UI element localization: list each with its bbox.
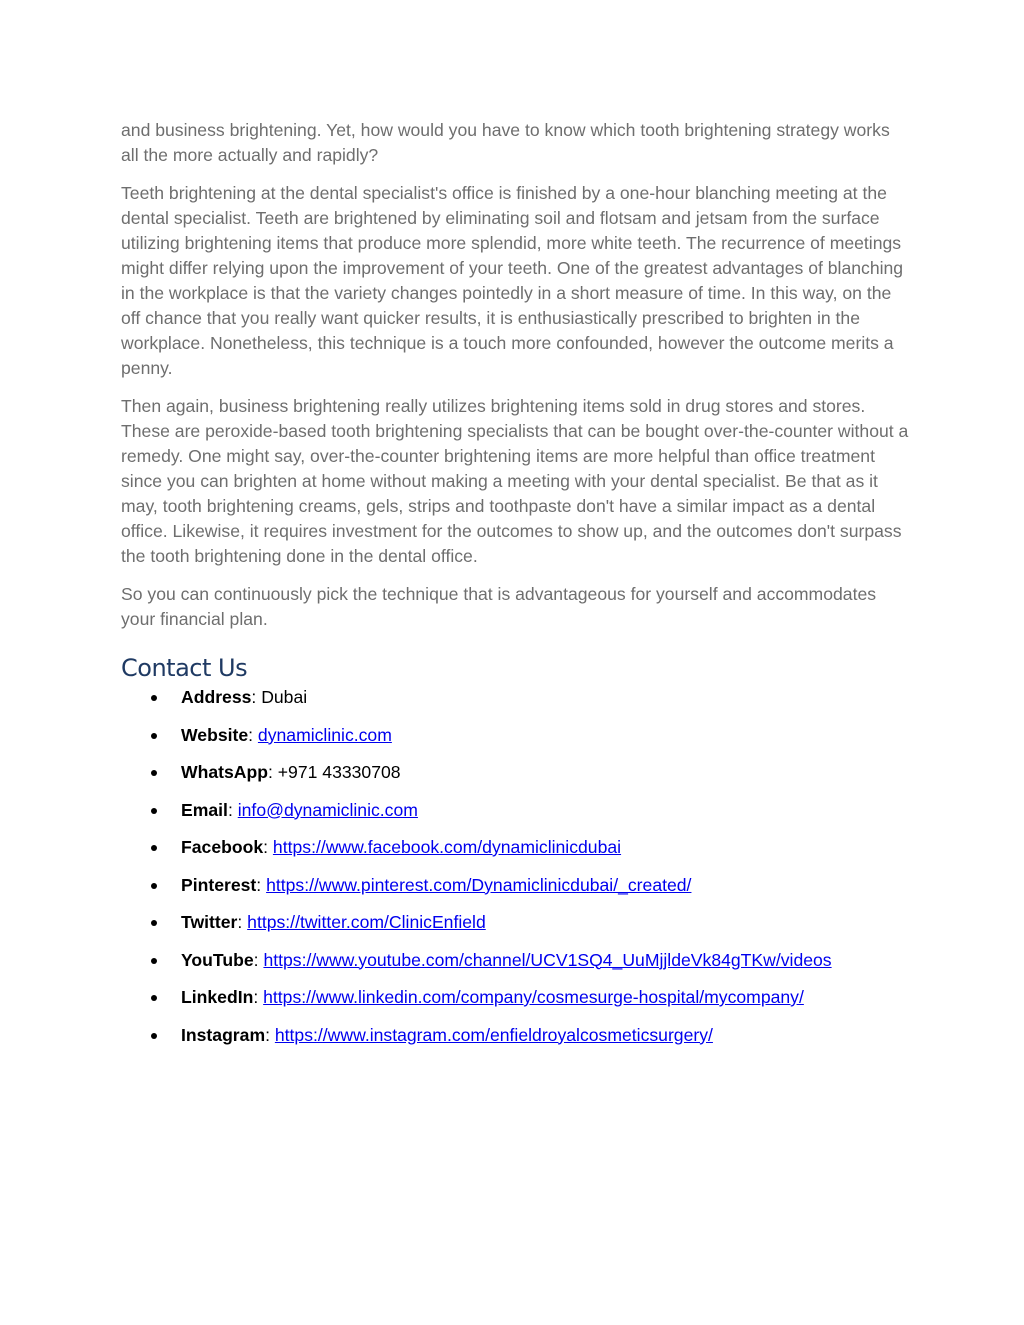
contact-item-whatsapp bbox=[121, 760, 911, 798]
contact-label: Pinterest bbox=[181, 874, 257, 895]
facebook-link[interactable]: https://www.facebook.com/dynamiclinicdubai bbox=[272, 837, 622, 857]
contact-separator: : bbox=[248, 724, 258, 745]
contact-item-pinterest bbox=[121, 873, 911, 911]
linkedin-link[interactable]: https://www.linkedin.com/company/cosmesurge-hospital/mycompany/ bbox=[263, 987, 804, 1007]
bullet-icon bbox=[151, 995, 157, 1001]
twitter-link[interactable]: https://twitter.com/ClinicEnfield bbox=[247, 912, 486, 932]
contact-label: Instagram bbox=[181, 1024, 266, 1045]
bullet-icon bbox=[151, 958, 157, 964]
bullet-icon bbox=[151, 695, 157, 701]
instagram-link[interactable]: https://www.instagram.com/enfieldroyalcosmeticsurgery/ bbox=[274, 1024, 713, 1045]
contact-label: Address bbox=[181, 687, 252, 707]
contact-label: Twitter bbox=[181, 912, 238, 932]
website-link[interactable]: dynamiclinic.com bbox=[257, 724, 392, 745]
contact-value: Dubai bbox=[261, 687, 308, 707]
contact-separator: : bbox=[227, 799, 238, 820]
contact-item-linkedin bbox=[121, 985, 911, 1023]
contact-label: Facebook bbox=[181, 837, 264, 857]
contact-item-email bbox=[121, 798, 911, 836]
body-paragraph: and business brightening. Yet, how would you have to know which tooth brightening strategy works all the more actually and rapidly? bbox=[121, 120, 890, 165]
document-page bbox=[121, 118, 911, 1060]
contact-label: Website bbox=[181, 724, 249, 745]
contact-list bbox=[121, 685, 911, 1060]
contact-separator: : bbox=[256, 874, 267, 895]
email-link[interactable]: info@dynamiclinic.com bbox=[237, 799, 418, 820]
contact-item-youtube bbox=[121, 948, 911, 986]
contact-label: Email bbox=[181, 799, 228, 820]
bullet-icon bbox=[151, 1033, 157, 1039]
contact-separator: : bbox=[253, 987, 264, 1007]
contact-separator: : bbox=[267, 762, 278, 782]
body-paragraph: So you can continuously pick the technique that is advantageous for yourself and accommodates your financial plan. bbox=[121, 584, 877, 629]
contact-separator: : bbox=[237, 912, 248, 932]
bullet-icon bbox=[151, 883, 157, 889]
contact-label: WhatsApp bbox=[181, 762, 268, 782]
contact-heading: Contact Us bbox=[121, 654, 248, 682]
contact-separator: : bbox=[253, 949, 264, 970]
contact-item-instagram bbox=[121, 1023, 911, 1061]
bullet-icon bbox=[151, 808, 157, 814]
contact-separator: : bbox=[251, 687, 262, 707]
contact-label: LinkedIn bbox=[181, 987, 254, 1007]
contact-separator: : bbox=[265, 1024, 275, 1045]
bullet-icon bbox=[151, 920, 157, 926]
bullet-icon bbox=[151, 845, 157, 851]
contact-item-website bbox=[121, 723, 911, 761]
body-paragraph: Then again, business brightening really utilizes brightening items sold in drug stores and stores. These are peroxide-based tooth brightening specialists that can be bought over-the-counter without a remedy. One might say, over-the-counter brightening items are more helpful than office treatment since you can brighten at home without making a meeting with your dental specialist. Be that as it may, tooth brightening creams, gels, strips and toothpaste don't have a similar impact as a dental office. Likewise, it requires investment for the outcomes to show up, and the outcomes don't surpass the tooth brightening done in the dental office. bbox=[121, 396, 909, 566]
contact-separator: : bbox=[263, 837, 273, 857]
pinterest-link[interactable]: https://www.pinterest.com/Dynamiclinicdubai/_created/ bbox=[266, 874, 692, 895]
bullet-icon bbox=[151, 733, 157, 739]
contact-item-address bbox=[121, 685, 911, 723]
contact-item-twitter bbox=[121, 910, 911, 948]
bullet-icon bbox=[151, 770, 157, 776]
contact-item-facebook bbox=[121, 835, 911, 873]
contact-value: +971 43330708 bbox=[277, 762, 401, 782]
youtube-link[interactable]: https://www.youtube.com/channel/UCV1SQ4_UuMjjldeVk84gTKw/videos bbox=[263, 949, 832, 970]
body-paragraph: Teeth brightening at the dental specialist's office is finished by a one-hour blanching meeting at the dental specialist. Teeth are brightened by eliminating soil and flotsam and jetsam from the surface utilizing brightening items that produce more splendid, more white teeth. The recurrence of meetings might differ relying upon the improvement of your teeth. One of the greatest advantages of blanching in the workplace is that the variety changes pointedly in a short measure of time. In this way, on the off chance that you really want quicker results, it is enthusiastically prescribed to brighten in the workplace. Nonetheless, this technique is a touch more confounded, however the outcome merits a penny. bbox=[121, 183, 904, 378]
contact-label: YouTube bbox=[181, 949, 254, 970]
